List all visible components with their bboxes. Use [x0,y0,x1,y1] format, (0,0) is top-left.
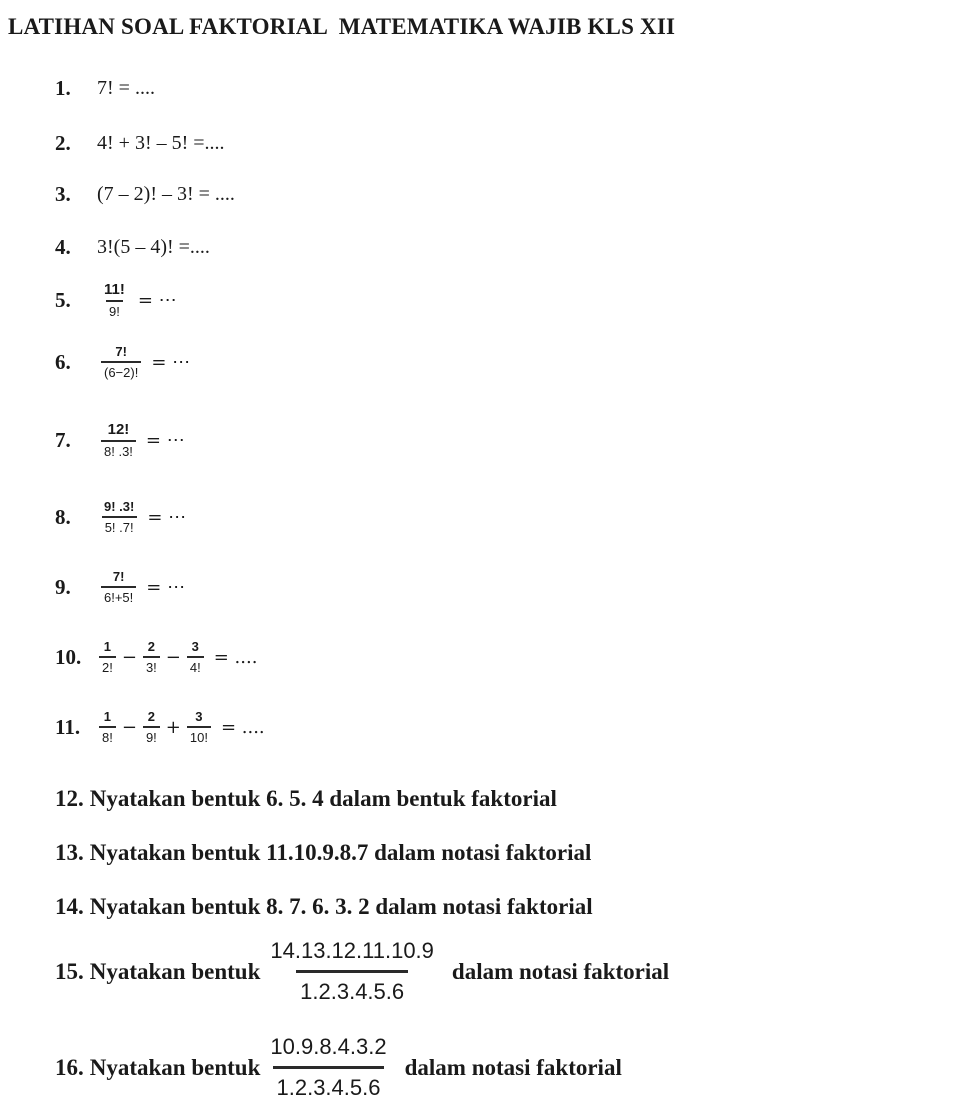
fraction [266,940,438,1003]
equals-ellipsis: = ⋯ [145,429,185,451]
fraction-term [99,710,116,744]
denominator: 1.2.3.4.5.6 [273,1066,385,1099]
numerator: 7! [115,344,127,359]
numerator: 1 [103,709,112,724]
equals-ellipsis: = ⋯ [146,576,186,598]
fraction [266,1036,390,1099]
equals-ellipsis: = .... [220,716,265,738]
operator-minus: − [121,716,137,738]
denominator: (6−2)! [101,361,141,379]
question-text: Nyatakan bentuk 6. 5. 4 dalam bentuk faktorial [89,786,557,811]
question-number: 11. [55,714,81,739]
question-number: 16. [55,1054,84,1080]
numerator: 14.13.12.11.10.9 [270,938,434,963]
question-number: 3. [55,182,71,206]
denominator: 5! .7! [102,516,137,534]
question-number: 5. [55,287,71,312]
operator-plus: + [165,716,181,738]
question-number: 6. [55,349,71,374]
fraction [101,422,136,458]
question-text: Nyatakan bentuk 11.10.9.8.7 dalam notasi faktorial [89,840,592,865]
denominator: 6!+5! [101,586,136,604]
fraction-term [99,640,116,674]
question-8 [55,500,186,534]
question-text-prefix: Nyatakan bentuk [89,1054,261,1080]
fraction-term [143,710,160,744]
question-number: 1. [55,76,71,100]
equals-ellipsis: = ⋯ [147,506,187,528]
worksheet-title: LATIHAN SOAL FAKTORIAL MATEMATIKA WAJIB KLS XII [8,14,676,39]
numerator: 3 [195,709,203,724]
question-number: 15. [55,958,84,984]
question-text-suffix: dalam notasi faktorial [451,958,670,984]
question-13 [55,840,591,866]
question-number: 7. [55,427,71,452]
question-number: 4. [55,235,71,259]
question-number: 13. [55,840,84,865]
denominator: 8! [99,726,116,744]
question-expression: 3!(5 – 4)! =.... [97,236,210,258]
question-16 [55,1036,622,1099]
question-number: 14. [55,894,84,919]
denominator: 4! [187,656,204,674]
numerator: 12! [107,421,130,438]
denominator: 1.2.3.4.5.6 [296,970,408,1003]
equals-ellipsis: = .... [213,646,258,668]
fraction [101,500,137,534]
question-7 [55,422,185,458]
denominator: 9! [106,300,123,318]
question-expression: 7! = .... [97,77,155,99]
fraction [101,345,141,379]
question-text-suffix: dalam notasi faktorial [404,1054,622,1080]
question-1 [55,76,155,101]
question-number: 2. [55,131,71,155]
equals-ellipsis: = ⋯ [137,289,177,311]
question-12 [55,786,557,812]
question-number: 10. [55,644,82,669]
question-text-prefix: Nyatakan bentuk [89,958,261,984]
question-expression: 4! + 3! – 5! =.... [97,132,225,154]
numerator: 3 [191,639,199,654]
question-number: 12. [55,786,84,811]
denominator: 10! [187,726,211,744]
numerator: 11! [104,281,125,298]
equals-ellipsis: = ⋯ [151,351,191,373]
question-4 [55,235,210,260]
denominator: 3! [143,656,160,674]
question-3 [55,182,235,207]
question-number: 9. [55,574,71,599]
question-11 [55,710,265,744]
question-15 [55,940,669,1003]
question-2 [55,131,225,156]
question-number: 8. [55,504,71,529]
question-6 [55,345,190,379]
fraction [101,282,128,318]
fraction-term [143,640,160,674]
denominator: 2! [99,656,116,674]
question-10 [55,640,257,674]
numerator: 7! [112,569,125,584]
question-expression: (7 – 2)! – 3! = .... [97,183,235,205]
question-5 [55,282,177,318]
denominator: 8! .3! [101,440,136,458]
fraction-term [187,710,211,744]
question-14 [55,894,593,920]
question-9 [55,570,185,604]
fraction-term [187,640,204,674]
numerator: 9! .3! [104,499,135,514]
operator-minus: − [121,646,137,668]
denominator: 9! [143,726,160,744]
numerator: 2 [147,709,155,724]
operator-minus: − [165,646,181,668]
numerator: 1 [103,639,112,654]
question-text: Nyatakan bentuk 8. 7. 6. 3. 2 dalam notasi faktorial [89,894,593,919]
fraction [101,570,136,604]
numerator: 10.9.8.4.3.2 [270,1034,387,1059]
numerator: 2 [147,639,155,654]
